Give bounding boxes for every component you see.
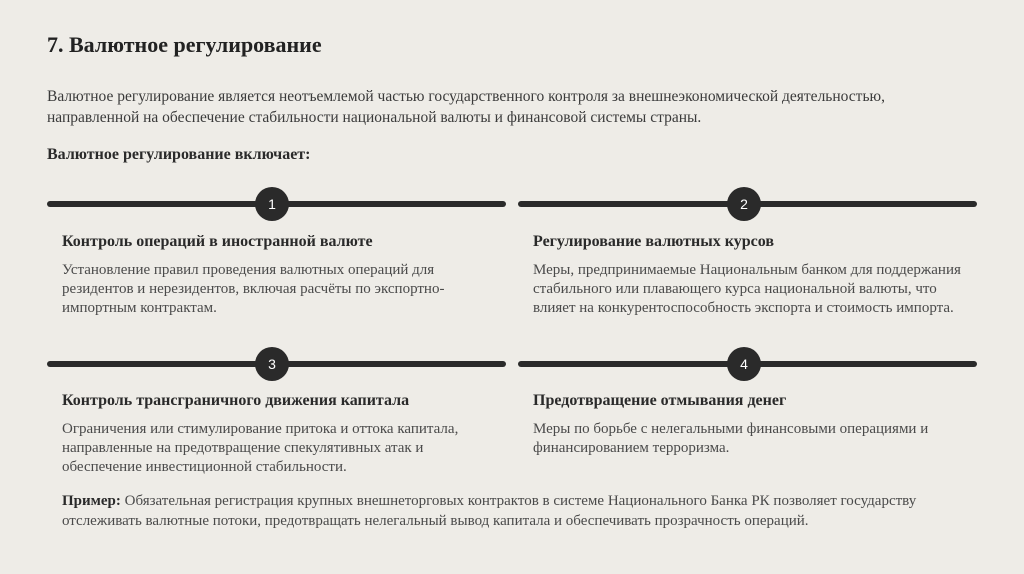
section-subheading: Валютное регулирование включает:: [47, 146, 311, 163]
example-label: Пример:: [62, 493, 121, 509]
item-title-2: Регулирование валютных курсов: [533, 233, 774, 250]
item-description-3: Ограничения или стимулирование притока и оттока капитала, направленные на предотвращение спекулятивных атак и обеспечение инвестиционной стабильности.: [62, 421, 459, 475]
step-badge-2: 2: [727, 187, 761, 221]
item-title-3: Контроль трансграничного движения капитала: [62, 392, 410, 409]
intro-paragraph: Валютное регулирование является неотъемлемой частью государственного контроля за внешнеэкономической деятельностью, направленной на обеспечение стабильности национальной валюты и финансовой системы страны.: [47, 88, 885, 126]
example-paragraph: [62, 491, 982, 531]
item-description-4: Меры по борьбе с нелегальными финансовыми операциями и финансированием терроризма.: [533, 421, 929, 456]
example-text: Обязательная регистрация крупных внешнеторговых контрактов в системе Национального Банка РК позволяет государству отслеживать валютные потоки, предотвращать нелегальный вывод капитала и обеспечивать прозрачность операций.: [62, 493, 917, 529]
step-badge-1: 1: [255, 187, 289, 221]
page-title: 7. Валютное регулирование: [47, 32, 322, 57]
item-title-4: Предотвращение отмывания денег: [533, 392, 787, 409]
step-badge-4: 4: [727, 347, 761, 381]
item-title-1: Контроль операций в иностранной валюте: [62, 233, 373, 250]
item-description-2: Меры, предпринимаемые Национальным банком для поддержания стабильного или плавающего курса национальной валюты, что влияет на конкурентоспособность экспорта и стоимость импорта.: [533, 262, 961, 316]
item-description-1: Установление правил проведения валютных операций для резидентов и нерезидентов, включая расчёты по экспортно-импортным контрактам.: [62, 262, 445, 316]
step-badge-3: 3: [255, 347, 289, 381]
